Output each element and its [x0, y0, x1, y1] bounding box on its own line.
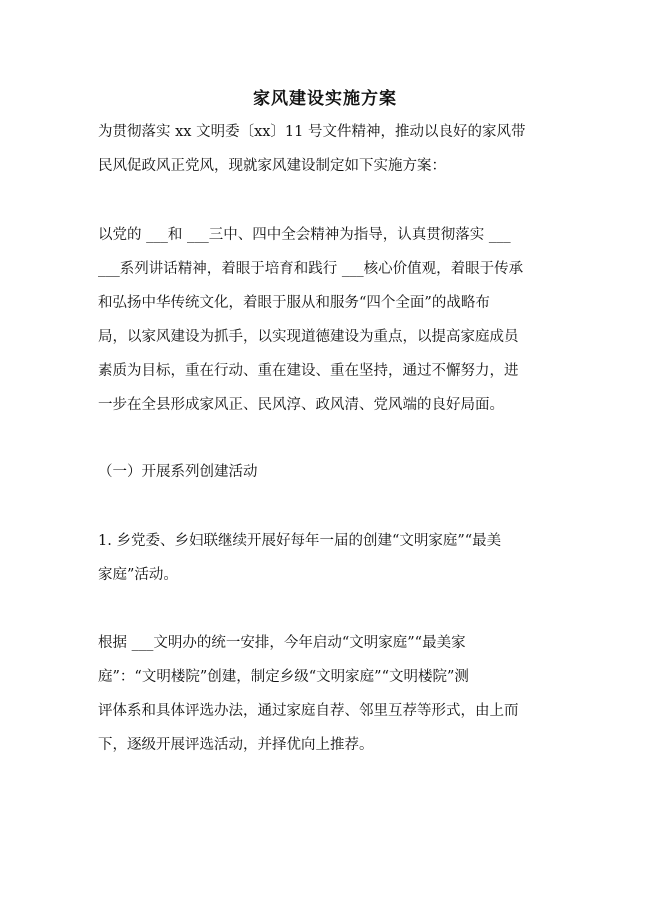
paragraph-line: 民风促政风正党风，现就家风建设制定如下实施方案： [98, 158, 446, 174]
paragraph-line: 下，逐级开展评选活动，并择优向上推荐。 [98, 737, 374, 753]
paragraph-line: ___系列讲话精神，着眼于培育和践行 ___核心价值观，着眼于传承 [98, 261, 524, 277]
paragraph-line: 局，以家风建设为抓手，以实现道德建设为重点，以提高家庭成员 [98, 329, 519, 345]
document-title: 家风建设实施方案 [253, 89, 397, 109]
paragraph-line: 庭”：“文明楼院”创建，制定乡级“文明家庭”“文明楼院”测 [98, 669, 469, 685]
paragraph-line: 家庭”活动。 [98, 567, 178, 583]
section-heading: （一）开展系列创建活动 [98, 464, 258, 480]
paragraph-line: 根据 ___文明办的统一安排，今年启动“文明家庭”“最美家 [98, 635, 466, 651]
paragraph-line: 以党的 ___和 ___三中、四中全会精神为指导，认真贯彻落实 ___ [98, 227, 511, 243]
paragraph-line: 1. 乡党委、乡妇联继续开展好每年一届的创建“文明家庭”“最美 [98, 533, 502, 549]
paragraph-line: 一步在全县形成家风正、民风淳、政风清、党风端的良好局面。 [98, 397, 504, 413]
paragraph-line: 素质为目标，重在行动、重在建设、重在坚持，通过不懈努力，进 [98, 363, 519, 379]
paragraph-line: 评体系和具体评选办法，通过家庭自荐、邻里互荐等形式，由上而 [98, 703, 519, 719]
paragraph-line: 和弘扬中华传统文化，着眼于服从和服务“四个全面”的战略布 [98, 295, 490, 311]
paragraph-line: 为贯彻落实 xx 文明委〔xx〕11 号文件精神，推动以良好的家风带 [98, 124, 526, 140]
